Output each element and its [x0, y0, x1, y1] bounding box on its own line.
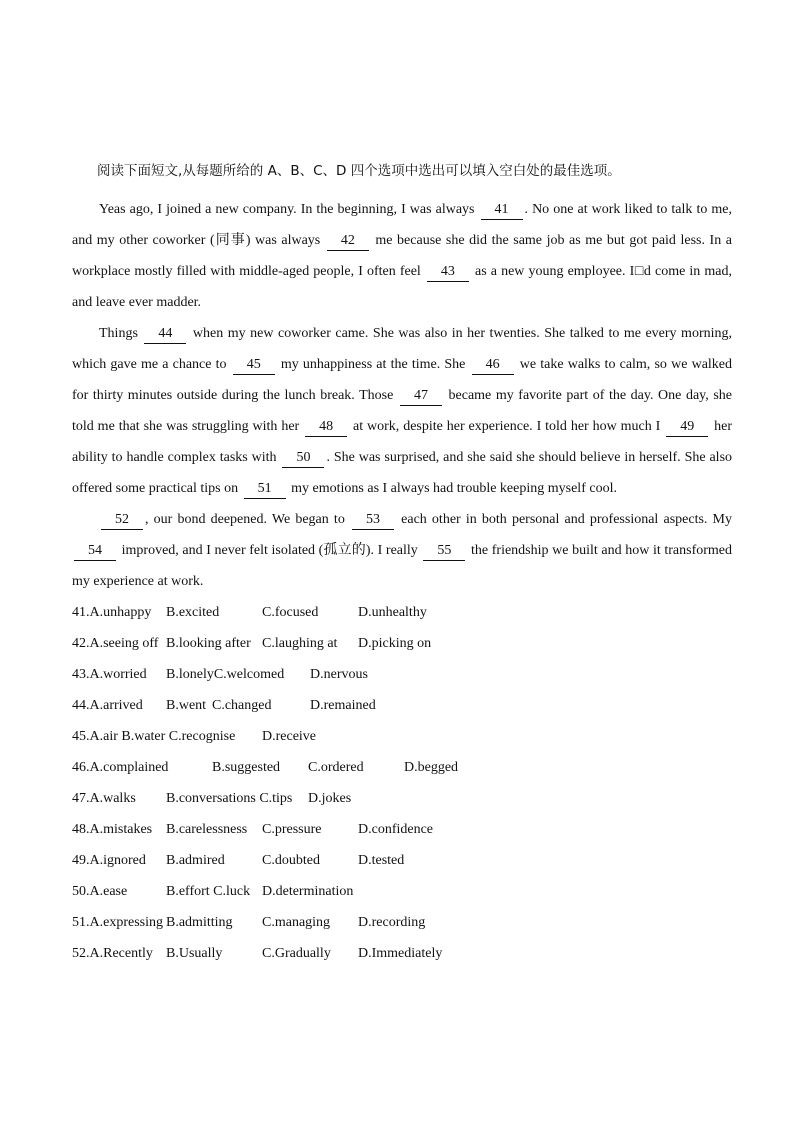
passage-text: Yeas ago, I joined a new company. In the beginning, I was always: [99, 202, 475, 217]
passage-text: the friendship we built and how it transformed my experience at work.: [72, 543, 732, 589]
question-options: [72, 597, 732, 969]
passage-text: each other in both personal and professional aspects. My: [401, 512, 733, 527]
blank-43: 43: [427, 263, 469, 282]
option-b: B.carelessness: [166, 822, 248, 837]
passage-text: her ability to handle complex tasks with: [72, 419, 732, 465]
blank-46: 46: [472, 356, 514, 375]
question-43: [72, 659, 732, 690]
option-d: D.jokes: [308, 791, 352, 806]
option-d: D.nervous: [310, 667, 368, 682]
passage-text: Things: [99, 326, 138, 341]
passage-text: we take walks to calm, so we walked for thirty minutes outside during the lunch break. Those: [72, 357, 733, 403]
option-a: 49.A.ignored: [72, 853, 146, 868]
passage-text: as a new young employee. I□d come in mad, and leave ever madder.: [72, 264, 732, 310]
option-a: 41.A.unhappy: [72, 605, 152, 620]
passage-text: me because she did the same job as me but got paid less. In a workplace mostly filled with middle-aged people, I often feel: [72, 233, 732, 279]
option-b: B.admitting: [166, 915, 233, 930]
passage-text: . She was surprised, and she said she should believe in herself. She also offered some practical tips on: [72, 450, 733, 496]
option-a: 47.A.walks: [72, 791, 136, 806]
question-46: [72, 752, 732, 783]
option-b: B.effort C.luck: [166, 884, 251, 899]
blank-55: 55: [423, 542, 465, 561]
option-b: B.Usually: [166, 946, 223, 961]
blank-50: 50: [282, 449, 324, 468]
passage-paragraph-2: [72, 318, 732, 504]
option-d: D.recording: [358, 915, 426, 930]
option-a: 45.A.air B.water C.recognise: [72, 729, 236, 744]
blank-54: 54: [74, 542, 116, 561]
passage-paragraph-1: [72, 194, 732, 318]
passage-text: , our bond deepened. We began to: [145, 512, 345, 527]
option-b: B.suggested: [212, 760, 281, 775]
option-c: C.laughing at: [262, 636, 338, 651]
option-c: C.ordered: [308, 760, 364, 775]
blank-51: 51: [244, 480, 286, 499]
blank-53: 53: [352, 511, 394, 530]
blank-41: 41: [481, 201, 523, 220]
option-b: B.lonelyC.welcomed: [166, 667, 285, 682]
instruction-text: 阅读下面短文,从每题所给的 A、B、C、D 四个选项中选出可以填入空白处的最佳选项。: [97, 163, 621, 179]
option-a: 52.A.Recently: [72, 946, 153, 961]
option-d: D.tested: [358, 853, 405, 868]
option-b: B.looking after: [166, 636, 251, 651]
option-d: D.picking on: [358, 636, 432, 651]
blank-42: 42: [327, 232, 369, 251]
blank-45: 45: [233, 356, 275, 375]
option-d: D.begged: [404, 760, 459, 775]
option-b: B.admired: [166, 853, 225, 868]
option-b: B.conversations C.tips: [166, 791, 293, 806]
option-a: 51.A.expressing: [72, 915, 163, 930]
option-c: C.changed: [212, 698, 272, 713]
question-51: [72, 907, 732, 938]
question-52: [72, 938, 732, 969]
question-49: [72, 845, 732, 876]
question-42: [72, 628, 732, 659]
blank-49: 49: [666, 418, 708, 437]
option-a: 43.A.worried: [72, 667, 147, 682]
option-c: C.managing: [262, 915, 331, 930]
option-d: D.remained: [310, 698, 376, 713]
passage-text: . No one at work liked to talk to me, and my other coworker (同事) was always: [72, 202, 732, 248]
option-c: C.Gradually: [262, 946, 331, 961]
passage-paragraph-3: [72, 504, 732, 597]
question-50: [72, 876, 732, 907]
option-c: C.doubted: [262, 853, 320, 868]
option-a: 50.A.ease: [72, 884, 128, 899]
passage-text: at work, despite her experience. I told her how much I: [353, 419, 661, 434]
option-b: B.excited: [166, 605, 220, 620]
question-45: [72, 721, 732, 752]
option-d: D.determination: [262, 884, 354, 899]
document-page: [72, 160, 732, 969]
passage-text: my emotions as I always had trouble keeping myself cool.: [291, 481, 617, 496]
option-d: D.unhealthy: [358, 605, 427, 620]
passage-text: improved, and I never felt isolated (孤立的). I really: [121, 543, 418, 558]
blank-48: 48: [305, 418, 347, 437]
option-a: 42.A.seeing off: [72, 636, 159, 651]
blank-44: 44: [144, 325, 186, 344]
question-44: [72, 690, 732, 721]
option-c: C.focused: [262, 605, 319, 620]
option-d: D.confidence: [358, 822, 434, 837]
option-d: D.receive: [262, 729, 317, 744]
option-a: 48.A.mistakes: [72, 822, 153, 837]
option-a: 44.A.arrived: [72, 698, 143, 713]
question-48: [72, 814, 732, 845]
passage-text: when my new coworker came. She was also in her twenties. She talked to me every morning, which gave me a chance to: [72, 326, 732, 372]
blank-52: 52: [101, 511, 143, 530]
option-a: 46.A.complained: [72, 760, 169, 775]
option-c: C.pressure: [262, 822, 322, 837]
question-41: [72, 597, 732, 628]
passage-text: became my favorite part of the day. One day, she told me that she was struggling with her: [72, 388, 732, 434]
blank-47: 47: [400, 387, 442, 406]
option-b: B.went: [166, 698, 207, 713]
option-d: D.Immediately: [358, 946, 443, 961]
passage-text: my unhappiness at the time. She: [280, 357, 466, 372]
question-47: [72, 783, 732, 814]
